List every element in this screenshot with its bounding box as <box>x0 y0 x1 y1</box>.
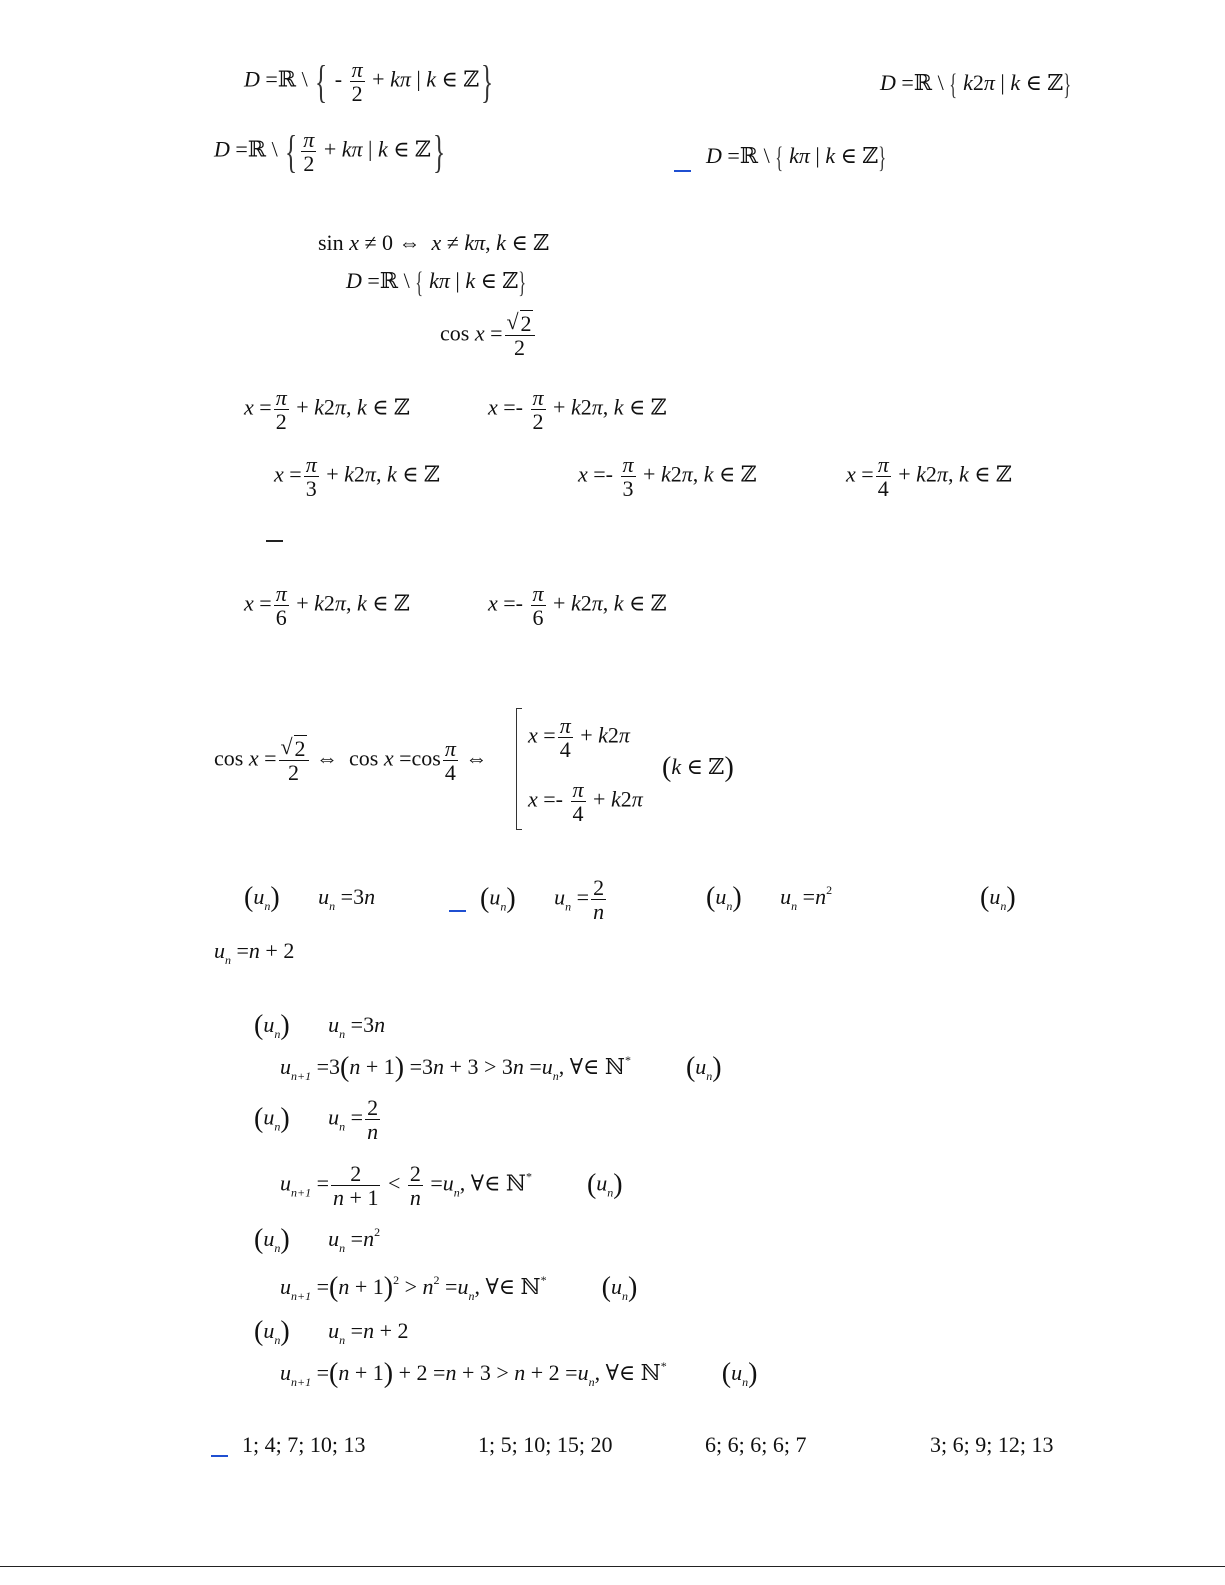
answer-mark-q1 <box>674 170 691 172</box>
q4-option-d: 3; 6; 9; 12; 13 <box>930 1432 1054 1457</box>
domain-option-b: D =ℝ \ { k2π | k ∈ ℤ} <box>880 68 1072 101</box>
solution3-line-c: $u_{n+1} =(n + 1)^2 > n^2 =u_n$, ∀∈ ℕ* $(u_n)$ <box>280 1272 638 1303</box>
answer2-option-e: x = $\frac{\pi}{4}$ + k2π, k ∈ ℤ <box>846 452 1013 502</box>
sequence-option-d-head: $(u_n)$ <box>980 882 1016 913</box>
answer2-option-d: x =- $\frac{\pi}{3}$ + k2π, k ∈ ℤ <box>578 452 757 502</box>
solution2-condition: (k ∈ ℤ) <box>662 752 734 783</box>
q4-option-c: 6; 6; 6; 6; 7 <box>705 1432 807 1457</box>
solution2-case2: x =- $\frac{\pi}{4}$ + k2π <box>528 777 643 827</box>
sequence-option-c: $(u_n)$ $u_n =n^2$ <box>706 882 833 913</box>
answer2-option-b: x =- $\frac{\pi}{2}$ + k2π, k ∈ ℤ <box>488 385 667 435</box>
sequence-option-a: $(u_n)$ $u_n =3n$ <box>244 882 376 913</box>
domain-option-c: D =ℝ \ { $\frac{\pi}{2}$ + kπ | k ∈ ℤ} <box>214 125 446 177</box>
solution2-bracket <box>516 708 522 830</box>
q4-option-a: 1; 4; 7; 10; 13 <box>242 1432 366 1457</box>
solution3-seq-c: $(u_n)$ $u_n =n^2$ <box>254 1224 381 1255</box>
solution3-line-b: $u_{n+1}$ = $\frac{2}{n + 1}$ < $\frac{2}{n}$ $=u_n$, ∀∈ ℕ* $(u_n)$ <box>280 1161 623 1211</box>
solution3-seq-a: $(u_n)$ $u_n =3n$ <box>254 1010 386 1041</box>
answer-mark-q2 <box>266 540 283 542</box>
solution3-seq-b: $(u_n)$ $u_n$ = $\frac{2}{n}$ <box>254 1095 379 1145</box>
solution2-chain: cos x = √ $\frac{2}{2}$ ⇔ cos x =cos $\frac{\pi}{4}$ ⇔ <box>214 737 487 784</box>
solution3-seq-d: $(u_n)$ $u_n =n + 2$ <box>254 1316 409 1347</box>
solution1-line2: D =ℝ \ { kπ | k ∈ ℤ} <box>346 266 527 299</box>
solution3-line-a: $u_{n+1} =3(n + 1) =3n + 3 > 3n =u_n$, ∀∈ ℕ* $(u_n)$ <box>280 1052 722 1083</box>
answer-mark-q3 <box>449 910 466 912</box>
page-bottom-rule <box>0 1566 1225 1567</box>
answer2-option-g: x =- $\frac{\pi}{6}$ + k2π, k ∈ ℤ <box>488 581 667 631</box>
q4-option-b: 1; 5; 10; 15; 20 <box>478 1432 613 1457</box>
answer-mark-q4 <box>211 1455 228 1457</box>
question2-equation: cos x = √ $\frac{2}{2}$ <box>440 312 537 359</box>
domain-option-d: D =ℝ \ { kπ | k ∈ ℤ} <box>706 141 887 174</box>
answer2-option-c: x = $\frac{\pi}{3}$ + k2π, k ∈ ℤ <box>274 452 441 502</box>
solution1-line1: sin x ≠ 0 ⇔ x ≠ kπ, k ∈ ℤ <box>318 230 550 255</box>
answer2-option-f: x = $\frac{\pi}{6}$ + k2π, k ∈ ℤ <box>244 581 411 631</box>
sequence-option-b: $(u_n)$ $u_n$ = $\frac{2}{n}$ <box>480 875 605 925</box>
solution3-line-d: $u_{n+1} =(n + 1) + 2 =n + 3 > n + 2 =u_n$, ∀∈ ℕ* $(u_n)$ <box>280 1358 758 1389</box>
domain-option-a: D =ℝ \ { - $\frac{\pi}{2}$ + kπ | k ∈ ℤ} <box>244 55 494 107</box>
answer2-option-a: x = $\frac{\pi}{2}$ + k2π, k ∈ ℤ <box>244 385 411 435</box>
sequence-option-d: $u_n =n + 2$ <box>214 938 295 967</box>
solution2-case1: x = $\frac{\pi}{4}$ + k2π <box>528 713 630 763</box>
